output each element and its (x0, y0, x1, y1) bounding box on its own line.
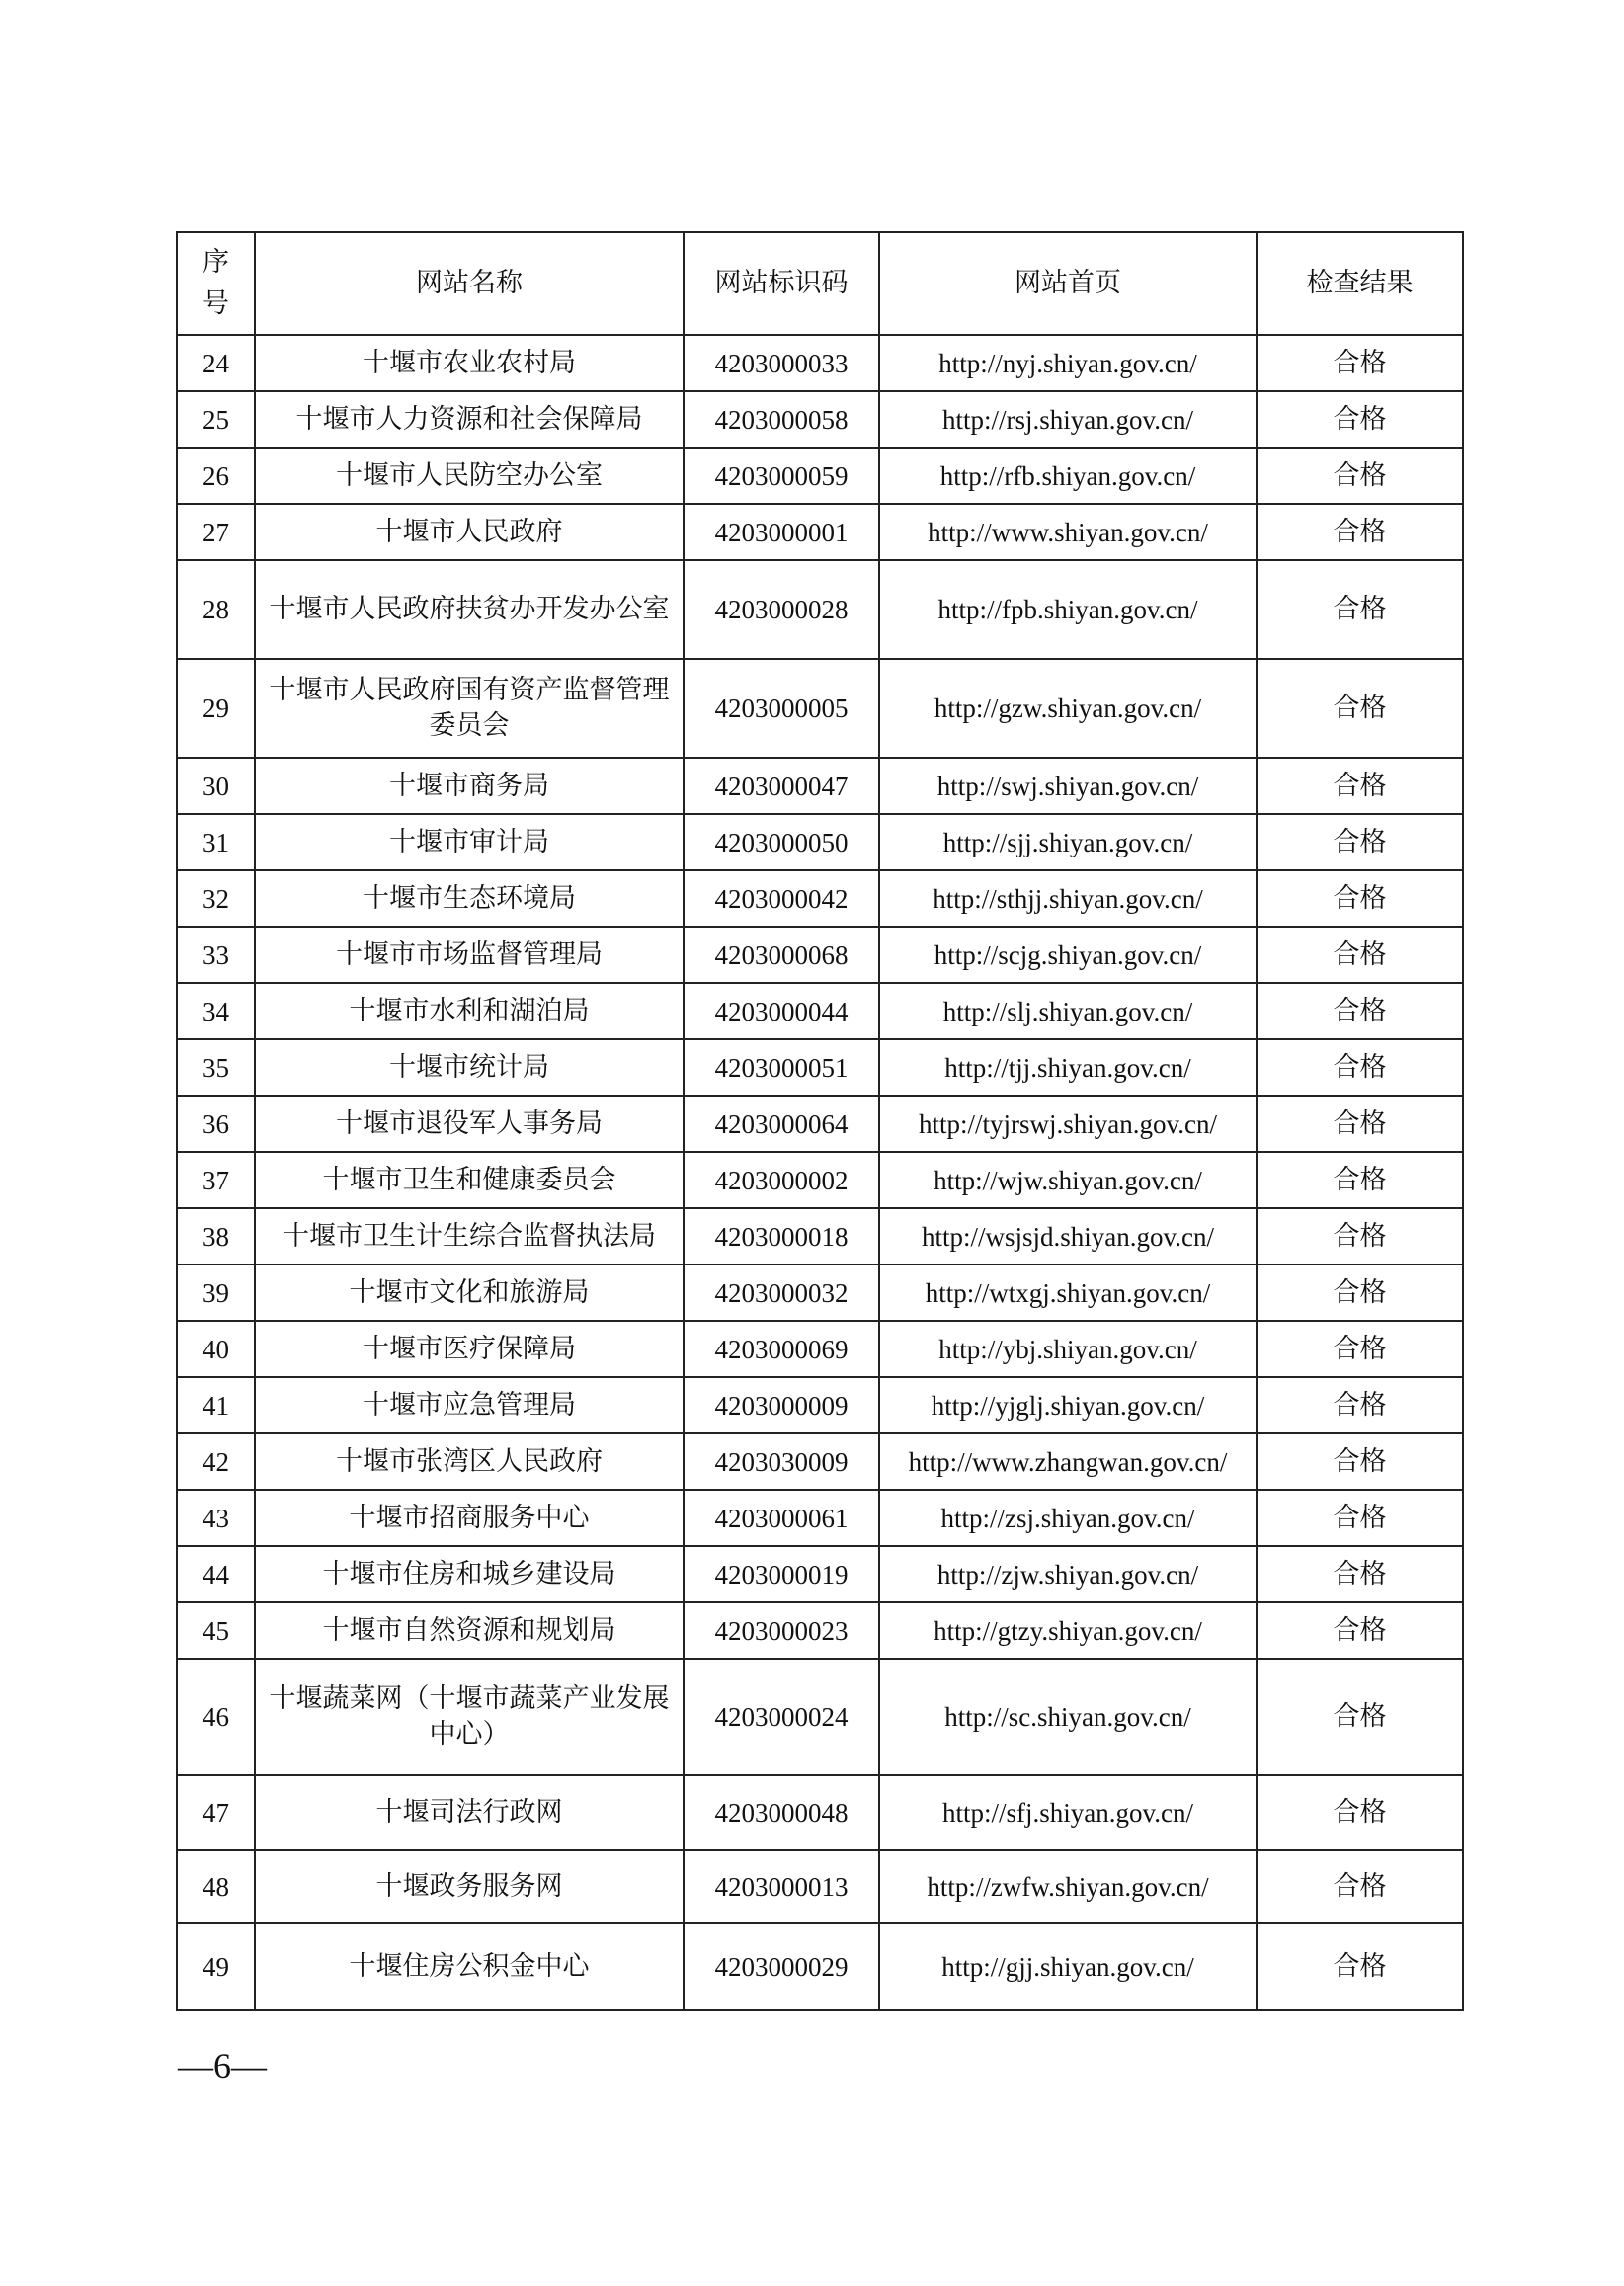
row-seq: 28 (177, 560, 255, 659)
row-seq: 31 (177, 814, 255, 870)
row-homepage-url: http://tjj.shiyan.gov.cn/ (879, 1039, 1257, 1096)
row-site-name: 十堰市审计局 (255, 814, 684, 870)
row-site-name: 十堰司法行政网 (255, 1775, 684, 1850)
header-seq (177, 232, 255, 335)
row-site-code: 4203000005 (684, 659, 879, 758)
row-check-result: 合格 (1257, 1321, 1463, 1377)
row-check-result: 合格 (1257, 1039, 1463, 1096)
row-site-name: 十堰市商务局 (255, 758, 684, 814)
row-homepage-url: http://sc.shiyan.gov.cn/ (879, 1659, 1257, 1775)
row-seq: 32 (177, 870, 255, 927)
row-check-result: 合格 (1257, 560, 1463, 659)
row-homepage-url: http://scjg.shiyan.gov.cn/ (879, 927, 1257, 983)
row-check-result: 合格 (1257, 504, 1463, 560)
row-site-code: 4203000002 (684, 1152, 879, 1208)
row-site-code: 4203000044 (684, 983, 879, 1039)
row-check-result: 合格 (1257, 1602, 1463, 1659)
row-check-result: 合格 (1257, 1775, 1463, 1850)
row-site-name: 十堰市人民政府 (255, 504, 684, 560)
row-seq: 40 (177, 1321, 255, 1377)
row-seq: 27 (177, 504, 255, 560)
row-homepage-url: http://wtxgj.shiyan.gov.cn/ (879, 1265, 1257, 1321)
table-row (177, 870, 1463, 927)
row-homepage-url: http://gzw.shiyan.gov.cn/ (879, 659, 1257, 758)
row-homepage-url: http://rsj.shiyan.gov.cn/ (879, 391, 1257, 448)
header-seq-line2: 号 (203, 288, 229, 319)
table-row (177, 1377, 1463, 1433)
table-row (177, 1039, 1463, 1096)
row-site-name: 十堰市应急管理局 (255, 1377, 684, 1433)
table-row (177, 1850, 1463, 1923)
row-seq: 45 (177, 1602, 255, 1659)
row-homepage-url: http://swj.shiyan.gov.cn/ (879, 758, 1257, 814)
table-row (177, 335, 1463, 391)
row-site-name: 十堰市人民政府国有资产监督管理委员会 (255, 659, 684, 758)
row-seq: 26 (177, 448, 255, 504)
row-seq: 47 (177, 1775, 255, 1850)
row-site-name: 十堰市卫生和健康委员会 (255, 1152, 684, 1208)
row-homepage-url: http://sjj.shiyan.gov.cn/ (879, 814, 1257, 870)
row-seq: 44 (177, 1546, 255, 1602)
row-check-result: 合格 (1257, 758, 1463, 814)
header-url: 网站首页 (879, 232, 1257, 335)
row-site-code: 4203000001 (684, 504, 879, 560)
row-homepage-url: http://gtzy.shiyan.gov.cn/ (879, 1602, 1257, 1659)
row-site-name: 十堰市卫生计生综合监督执法局 (255, 1208, 684, 1265)
row-check-result: 合格 (1257, 870, 1463, 927)
row-check-result: 合格 (1257, 1659, 1463, 1775)
row-check-result: 合格 (1257, 1850, 1463, 1923)
row-site-name: 十堰蔬菜网（十堰市蔬菜产业发展中心） (255, 1659, 684, 1775)
table-header-row (177, 232, 1463, 335)
row-site-code: 4203000064 (684, 1096, 879, 1152)
table-row (177, 1659, 1463, 1775)
table-row (177, 560, 1463, 659)
row-site-code: 4203000013 (684, 1850, 879, 1923)
row-homepage-url: http://zwfw.shiyan.gov.cn/ (879, 1850, 1257, 1923)
row-seq: 46 (177, 1659, 255, 1775)
row-site-code: 4203000059 (684, 448, 879, 504)
table-row (177, 659, 1463, 758)
table-row (177, 983, 1463, 1039)
row-check-result: 合格 (1257, 1546, 1463, 1602)
row-site-code: 4203000051 (684, 1039, 879, 1096)
header-seq-line1: 序 (203, 247, 229, 278)
table-row (177, 448, 1463, 504)
row-homepage-url: http://rfb.shiyan.gov.cn/ (879, 448, 1257, 504)
row-site-code: 4203000050 (684, 814, 879, 870)
table-row (177, 927, 1463, 983)
row-site-code: 4203000058 (684, 391, 879, 448)
row-homepage-url: http://fpb.shiyan.gov.cn/ (879, 560, 1257, 659)
row-site-code: 4203000029 (684, 1923, 879, 2010)
header-result: 检查结果 (1257, 232, 1463, 335)
row-homepage-url: http://sfj.shiyan.gov.cn/ (879, 1775, 1257, 1850)
row-homepage-url: http://sthjj.shiyan.gov.cn/ (879, 870, 1257, 927)
row-site-name: 十堰市农业农村局 (255, 335, 684, 391)
row-seq: 29 (177, 659, 255, 758)
table-row (177, 391, 1463, 448)
row-check-result: 合格 (1257, 1490, 1463, 1546)
row-site-name: 十堰市市场监督管理局 (255, 927, 684, 983)
row-homepage-url: http://slj.shiyan.gov.cn/ (879, 983, 1257, 1039)
row-homepage-url: http://yjglj.shiyan.gov.cn/ (879, 1377, 1257, 1433)
row-site-code: 4203000048 (684, 1775, 879, 1850)
row-seq: 25 (177, 391, 255, 448)
row-check-result: 合格 (1257, 927, 1463, 983)
row-site-code: 4203000028 (684, 560, 879, 659)
header-name: 网站名称 (255, 232, 684, 335)
row-homepage-url: http://www.zhangwan.gov.cn/ (879, 1433, 1257, 1490)
table-row (177, 1490, 1463, 1546)
row-site-name: 十堰市退役军人事务局 (255, 1096, 684, 1152)
table-row (177, 1321, 1463, 1377)
row-seq: 34 (177, 983, 255, 1039)
row-site-code: 4203000019 (684, 1546, 879, 1602)
table-row (177, 1096, 1463, 1152)
row-seq: 48 (177, 1850, 255, 1923)
row-check-result: 合格 (1257, 391, 1463, 448)
row-seq: 33 (177, 927, 255, 983)
row-check-result: 合格 (1257, 659, 1463, 758)
row-site-code: 4203000061 (684, 1490, 879, 1546)
row-site-name: 十堰市住房和城乡建设局 (255, 1546, 684, 1602)
table-row (177, 1152, 1463, 1208)
header-code: 网站标识码 (684, 232, 879, 335)
row-seq: 41 (177, 1377, 255, 1433)
row-check-result: 合格 (1257, 1923, 1463, 2010)
row-site-name: 十堰市水利和湖泊局 (255, 983, 684, 1039)
row-site-code: 4203000042 (684, 870, 879, 927)
table-row (177, 504, 1463, 560)
row-site-code: 4203000047 (684, 758, 879, 814)
table-row (177, 1923, 1463, 2010)
row-homepage-url: http://tyjrswj.shiyan.gov.cn/ (879, 1096, 1257, 1152)
row-site-name: 十堰市人力资源和社会保障局 (255, 391, 684, 448)
row-homepage-url: http://zjw.shiyan.gov.cn/ (879, 1546, 1257, 1602)
row-site-code: 4203000032 (684, 1265, 879, 1321)
table-row (177, 1265, 1463, 1321)
row-check-result: 合格 (1257, 1152, 1463, 1208)
website-check-table (176, 231, 1464, 2011)
row-site-name: 十堰市张湾区人民政府 (255, 1433, 684, 1490)
row-check-result: 合格 (1257, 983, 1463, 1039)
row-site-name: 十堰市招商服务中心 (255, 1490, 684, 1546)
row-homepage-url: http://wsjsjd.shiyan.gov.cn/ (879, 1208, 1257, 1265)
table-row (177, 758, 1463, 814)
row-check-result: 合格 (1257, 1433, 1463, 1490)
row-site-name: 十堰市文化和旅游局 (255, 1265, 684, 1321)
row-site-code: 4203000068 (684, 927, 879, 983)
row-site-code: 4203000024 (684, 1659, 879, 1775)
row-check-result: 合格 (1257, 448, 1463, 504)
row-site-code: 4203000023 (684, 1602, 879, 1659)
row-homepage-url: http://nyj.shiyan.gov.cn/ (879, 335, 1257, 391)
row-seq: 36 (177, 1096, 255, 1152)
row-homepage-url: http://ybj.shiyan.gov.cn/ (879, 1321, 1257, 1377)
row-seq: 35 (177, 1039, 255, 1096)
page-number: —6— (178, 2046, 267, 2085)
row-site-name: 十堰政务服务网 (255, 1850, 684, 1923)
row-check-result: 合格 (1257, 1208, 1463, 1265)
row-check-result: 合格 (1257, 1377, 1463, 1433)
table-row (177, 1775, 1463, 1850)
row-site-name: 十堰市自然资源和规划局 (255, 1602, 684, 1659)
row-seq: 30 (177, 758, 255, 814)
row-site-code: 4203030009 (684, 1433, 879, 1490)
row-check-result: 合格 (1257, 335, 1463, 391)
row-seq: 38 (177, 1208, 255, 1265)
row-site-name: 十堰市人民防空办公室 (255, 448, 684, 504)
row-check-result: 合格 (1257, 1096, 1463, 1152)
table-row (177, 1602, 1463, 1659)
row-seq: 39 (177, 1265, 255, 1321)
row-homepage-url: http://zsj.shiyan.gov.cn/ (879, 1490, 1257, 1546)
row-check-result: 合格 (1257, 814, 1463, 870)
row-site-name: 十堰市医疗保障局 (255, 1321, 684, 1377)
row-homepage-url: http://wjw.shiyan.gov.cn/ (879, 1152, 1257, 1208)
row-check-result: 合格 (1257, 1265, 1463, 1321)
row-site-code: 4203000018 (684, 1208, 879, 1265)
row-seq: 24 (177, 335, 255, 391)
row-homepage-url: http://gjj.shiyan.gov.cn/ (879, 1923, 1257, 2010)
row-seq: 49 (177, 1923, 255, 2010)
row-site-code: 4203000033 (684, 335, 879, 391)
row-site-name: 十堰市人民政府扶贫办开发办公室 (255, 560, 684, 659)
row-seq: 43 (177, 1490, 255, 1546)
row-homepage-url: http://www.shiyan.gov.cn/ (879, 504, 1257, 560)
row-site-name: 十堰市统计局 (255, 1039, 684, 1096)
row-seq: 42 (177, 1433, 255, 1490)
row-site-code: 4203000069 (684, 1321, 879, 1377)
row-site-name: 十堰住房公积金中心 (255, 1923, 684, 2010)
row-site-code: 4203000009 (684, 1377, 879, 1433)
table-row (177, 1546, 1463, 1602)
table-row (177, 1208, 1463, 1265)
row-site-name: 十堰市生态环境局 (255, 870, 684, 927)
row-seq: 37 (177, 1152, 255, 1208)
table-row (177, 814, 1463, 870)
table-row (177, 1433, 1463, 1490)
